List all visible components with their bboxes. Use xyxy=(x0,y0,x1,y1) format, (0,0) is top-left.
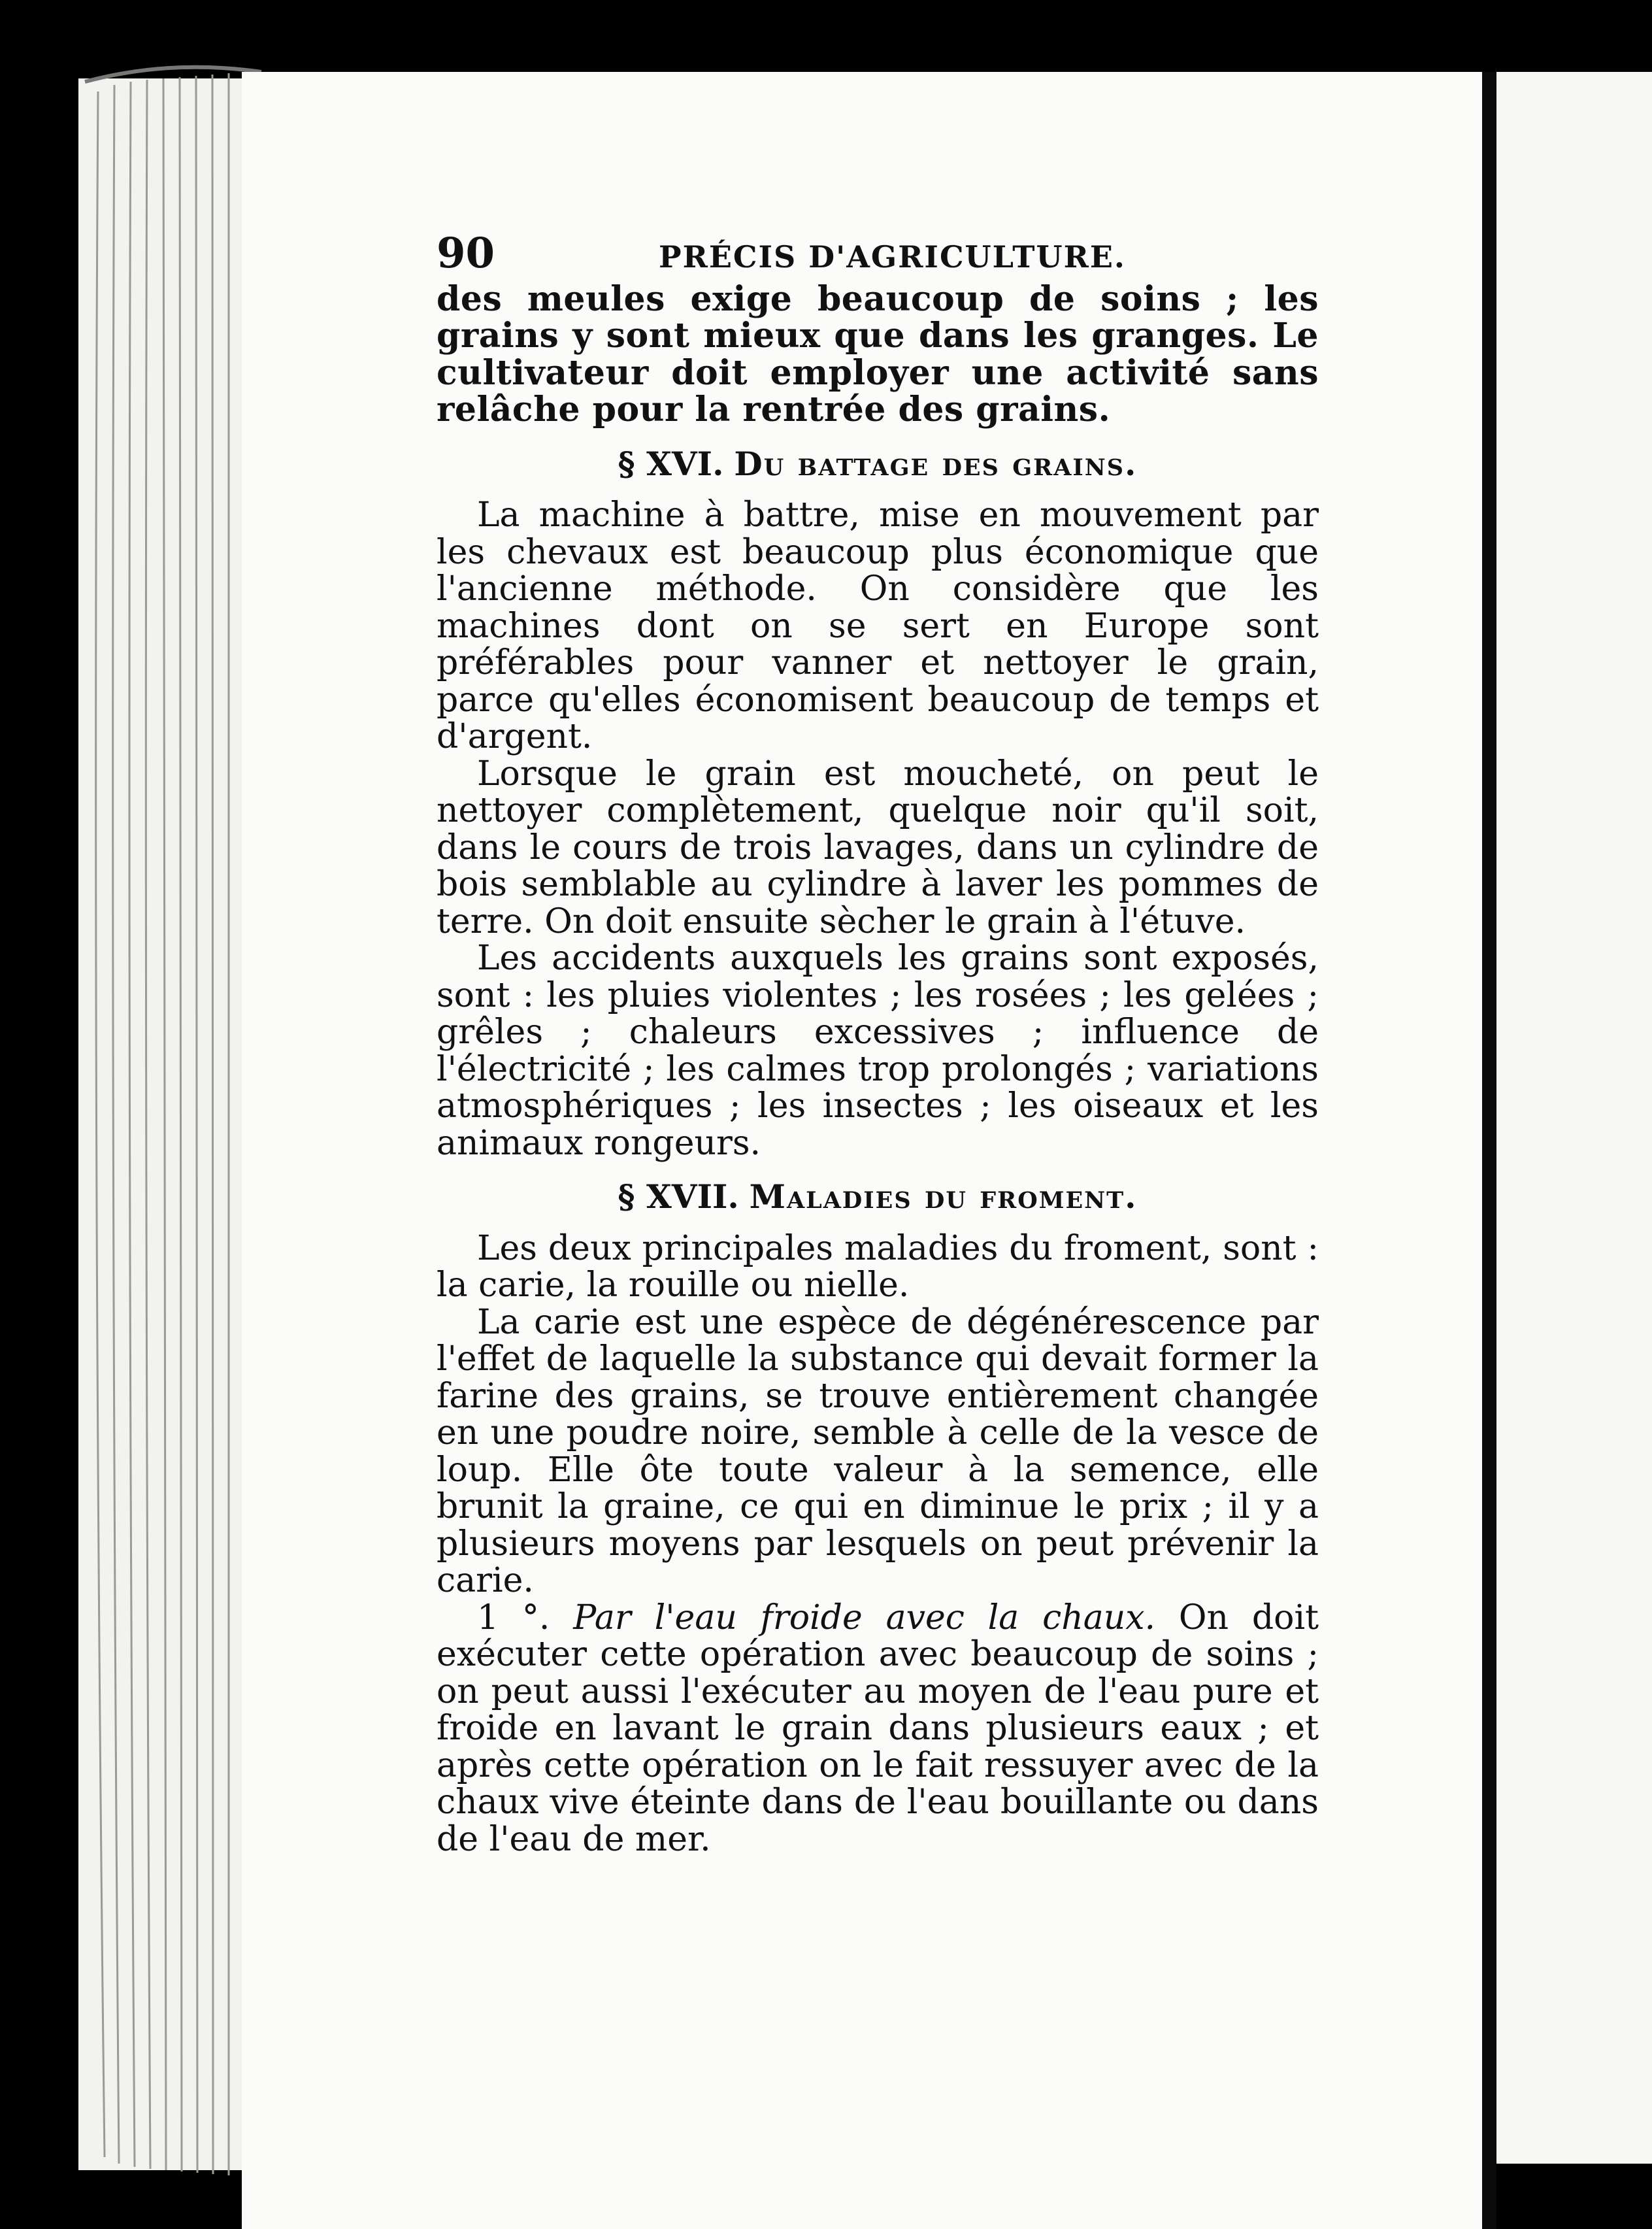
method-text: On doit exécuter cette opération avec beaucoup de soins ; on peut aussi l'exécuter au moyen de l'eau pure et froide en lavant le grain dans plusieurs eaux ; et après cette opération on le fait ressuyer avec de la chaux vive éteinte dans de l'eau bouillante ou dans de l'eau de mer. xyxy=(437,1598,1319,1859)
section-marker: § XVII. xyxy=(618,1177,739,1216)
page-header xyxy=(437,229,1319,278)
section-marker: § XVI. xyxy=(618,444,724,483)
method-number: 1 °. xyxy=(477,1598,550,1637)
page-edges-illustration xyxy=(0,0,274,2222)
continuation-paragraph: des meules exige beaucoup de soins ; les grains y sont mieux que dans les granges. Le cultivateur doit employer une activité sans relâche pour la rentrée des grains. xyxy=(437,278,1319,429)
section-heading-17 xyxy=(437,1179,1319,1216)
section-heading-16 xyxy=(437,446,1319,483)
section-title: Du battage des grains. xyxy=(734,444,1138,483)
paragraph: Les deux principales maladies du froment, sont : la carie, la rouille ou nielle. xyxy=(437,1228,1319,1305)
paragraph: La machine à battre, mise en mouvement par les chevaux est beaucoup plus économique que l'ancienne méthode. On considère que les machines dont on se sert en Europe sont préférables pour vanner et nettoyer le grain, parce qu'elles économisent beaucoup de temps et d'argent. xyxy=(437,495,1319,756)
method-paragraph xyxy=(437,1600,1319,1858)
running-head: PRÉCIS D'AGRICULTURE. xyxy=(659,239,1126,275)
paragraph: La carie est une espèce de dégénérescence par l'effet de laquelle la substance qui devait former la farine des grains, se trouve entièrement changée en une poudre noire, semble à celle de la vesce de loup. Elle ôte toute valeur à la semence, elle brunit la graine, ce qui en diminue le prix ; il y a plusieurs moyens par lesquels on peut prévenir la carie. xyxy=(437,1302,1319,1600)
method-title: Par l'eau froide avec la chaux. xyxy=(573,1598,1156,1637)
page-number: 90 xyxy=(437,229,495,278)
page-gutter xyxy=(1482,72,1496,2229)
paragraph: Lorsque le grain est moucheté, on peut le nettoyer complètement, quelque noir qu'il soit, dans le cours de trois lavages, dans un cylindre de bois semblable au cylindre à laver les pommes de terre. On doit ensuite sècher le grain à l'étuve. xyxy=(437,754,1319,941)
right-page-edge xyxy=(1496,72,1652,2164)
paragraph: Les accidents auxquels les grains sont exposés, sont : les pluies violentes ; les rosées ; les gelées ; grêles ; chaleurs excessives ; influence de l'électricité ; les calmes trop prolongés ; variations atmosphériques ; les insectes ; les oiseaux et les animaux rongeurs. xyxy=(437,939,1319,1163)
section-title: Maladies du froment. xyxy=(749,1177,1138,1216)
page-content xyxy=(437,229,1319,1859)
